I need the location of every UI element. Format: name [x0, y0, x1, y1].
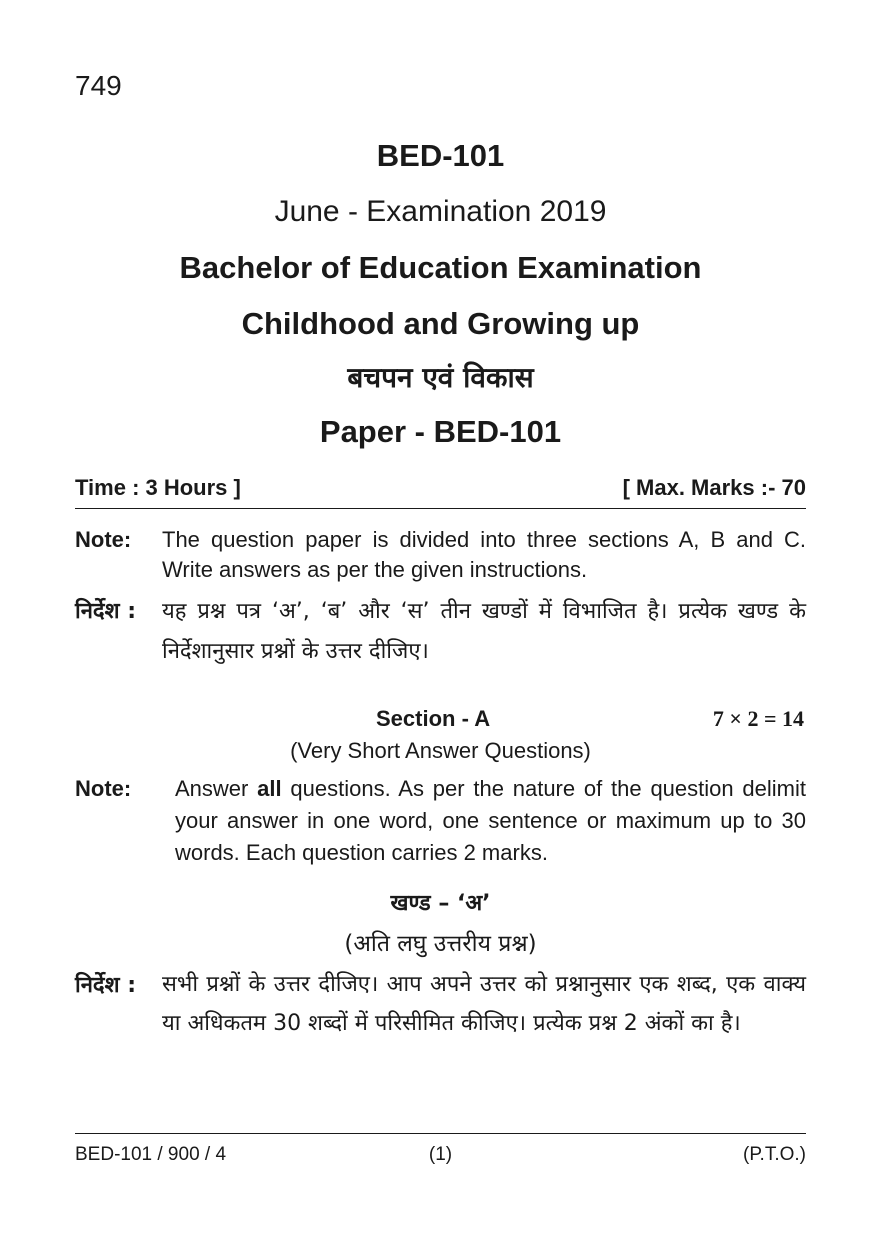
footer-paper-code: BED-101 / 900 / 4 — [75, 1144, 227, 1165]
general-note-label: Note: — [75, 527, 132, 552]
section-a-marks: 7 × 2 = 14 — [712, 706, 804, 731]
footer-divider — [75, 1133, 806, 1134]
section-a-note-label: Note: — [75, 776, 132, 801]
exam-name: Bachelor of Education Examination — [179, 250, 702, 285]
section-a-title: Section - A — [376, 706, 491, 731]
please-turn-over: (P.T.O.) — [743, 1144, 806, 1165]
question-paper-code-number: 749 — [75, 70, 122, 101]
page-number: (1) — [428, 1144, 453, 1165]
note-text-start: Answer — [175, 776, 258, 801]
subject-title-english: Childhood and Growing up — [241, 306, 640, 341]
note-emphasis-all: all — [257, 776, 282, 801]
max-marks: [ Max. Marks :- 70 — [622, 475, 806, 500]
section-a-note-label-hindi: निर्देश : — [75, 973, 137, 998]
note-text-rest: questions. As per the nature of the question delimit your answer in one word, one sentence or maximum up to 30 words. Each question carries 2 marks. — [175, 776, 806, 865]
subject-title-hindi: बचपन एवं विकास — [347, 361, 534, 394]
general-note-text: The question paper is divided into three sections A, B and C. Write answers as per the given instructions. — [162, 527, 806, 582]
exam-session: June - Examination 2019 — [274, 195, 607, 228]
section-a-subtitle-hindi: (अति लघु उत्तरीय प्रश्न) — [344, 931, 537, 957]
section-a-title-hindi: खण्ड – ‘अ’ — [390, 891, 491, 916]
section-a-subtitle: (Very Short Answer Questions) — [290, 738, 591, 763]
paper-code-title: BED-101 — [376, 138, 505, 173]
header-divider — [75, 508, 806, 509]
general-note-text-hindi: यह प्रश्न पत्र ‘अ’, ‘ब’ और ‘स’ तीन खण्डों में विभाजित है। प्रत्येक खण्ड के निर्देशानुसार प्रश्नों के उत्तर दीजिए। — [162, 599, 806, 664]
section-a-note-text-hindi: सभी प्रश्नों के उत्तर दीजिए। आप अपने उत्तर को प्रश्नानुसार एक शब्द, एक वाक्य या अधिकतम 30 शब्दों में परिसीमित कीजिए। प्रत्येक प्रश्न 2 अंकों का है। — [162, 972, 806, 1036]
paper-title: Paper - BED-101 — [319, 414, 562, 449]
time-allowed: Time : 3 Hours ] — [75, 475, 241, 500]
section-a-note-text — [175, 773, 806, 869]
general-note-label-hindi: निर्देश : — [75, 599, 137, 624]
